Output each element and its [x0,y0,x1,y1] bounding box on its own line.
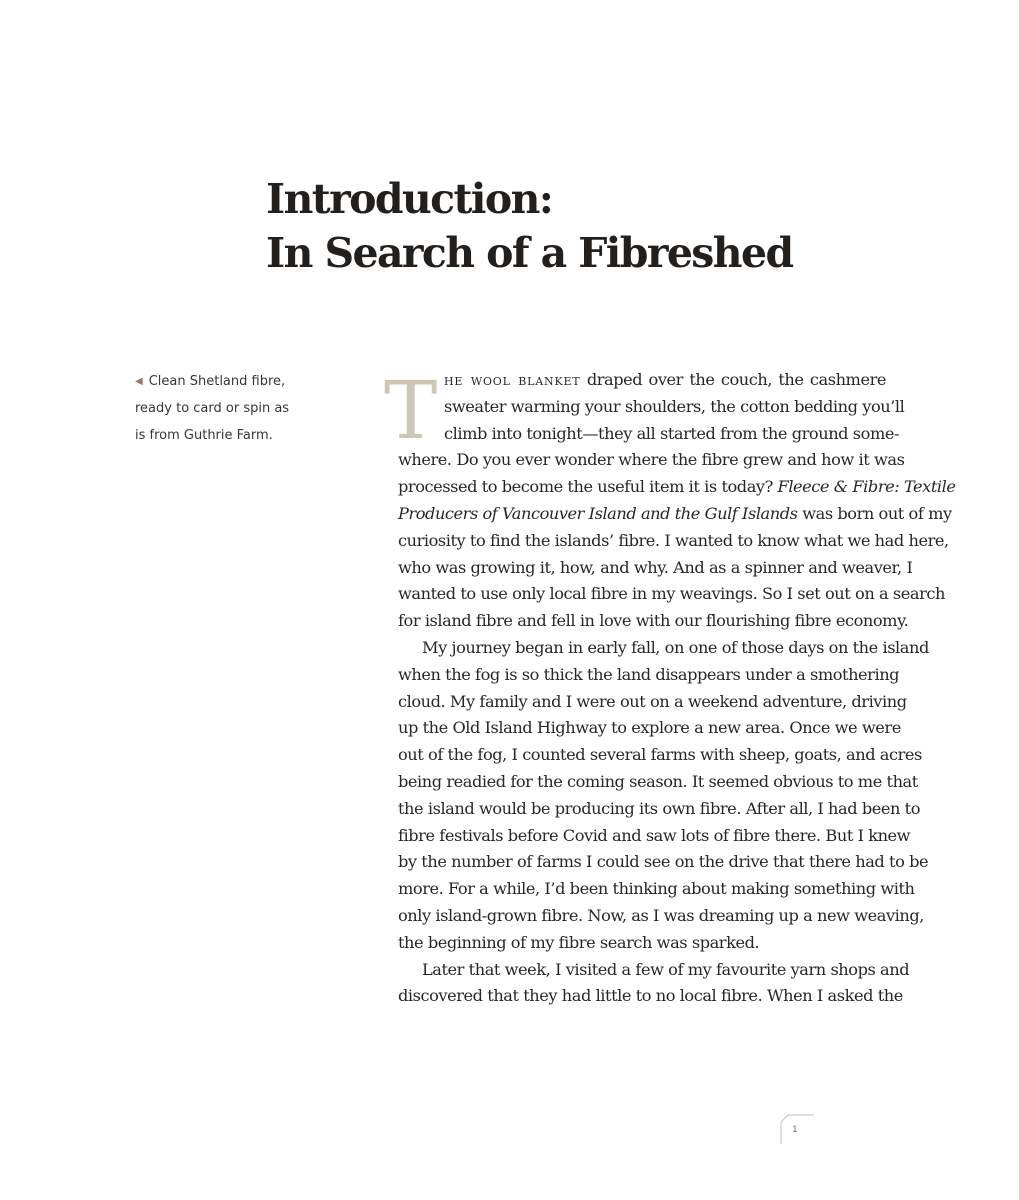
paragraph-line: cloud. My family and I were out on a weekend adventure, driving [398,691,907,711]
paragraph-line: fibre festivals before Covid and saw lots of fibre there. But I knew [398,825,911,845]
paragraph-line: being readied for the coming season. It seemed obvious to me that [398,771,918,791]
paragraph-line: only island-grown fibre. Now, as I was dreaming up a new weaving, [398,905,924,925]
line-text: processed to become the useful item it is today? [398,477,778,497]
caption-line: ready to card or spin as [135,401,290,416]
paragraph-line: more. For a while, I’d been thinking about making something with [398,879,915,899]
paragraph-line: out of the fog, I counted several farms with sheep, goats, and acres [398,745,922,765]
paragraph-line: the island would be producing its own fibre. After all, I had been to [398,798,921,818]
paragraph-line [398,367,886,394]
photo-caption [135,368,305,449]
paragraph-line: Later that week, I visited a few of my favourite yarn shops and [422,959,910,979]
line-text: was born out of my [797,503,952,523]
paragraph-line: when the fog is so thick the land disappears under a smothering [398,664,900,684]
paragraph-line: wanted to use only local fibre in my weavings. So I set out on a search [398,584,945,604]
left-arrow-icon: ◀ [135,376,143,387]
chapter-title-line-2: In Search of a Fibreshed [266,229,793,277]
paragraph-line: for island fibre and fell in love with our flourishing fibre economy. [398,611,909,631]
paragraph-line: up the Old Island Highway to explore a new area. Once we were [398,718,901,738]
paragraph-line: discovered that they had little to no local fibre. When I asked the [398,986,903,1006]
line-text: draped over the couch, the cashmere [580,370,887,389]
paragraph-line [398,501,952,528]
book-title-italic: Producers of Vancouver Island and the Gulf Islands [398,503,798,523]
chapter-title [266,172,793,280]
paragraph-line: who was growing it, how, and why. And as a spinner and weaver, I [398,557,913,577]
paragraph-line: the beginning of my fibre search was sparked. [398,932,760,952]
page-number: 1 [792,1125,798,1135]
drop-cap: T [384,364,437,457]
caption-text: Clean Shetland fibre, [148,374,286,389]
caption-line [135,368,305,395]
paragraph-line [398,474,956,501]
paragraph-line: by the number of farms I could see on the drive that there had to be [398,852,929,872]
paragraph-line: sweater warming your shoulders, the cotton bedding you’ll [444,396,905,416]
chapter-title-line-1: Introduction: [266,175,553,223]
paragraph-line: where. Do you ever wonder where the fibre grew and how it was [398,450,905,470]
paragraph-line: My journey began in early fall, on one of those days on the island [422,637,929,657]
caption-line: is from Guthrie Farm. [135,428,273,443]
paragraph-line: curiosity to find the islands’ fibre. I wanted to know what we had here, [398,530,949,550]
paragraph-line: climb into tonight—they all started from the ground some- [444,423,899,443]
body-text [384,364,956,1010]
book-title-italic: Fleece & Fibre: Textile [777,477,956,497]
lead-in-smallcaps: he wool blanket [444,370,581,389]
